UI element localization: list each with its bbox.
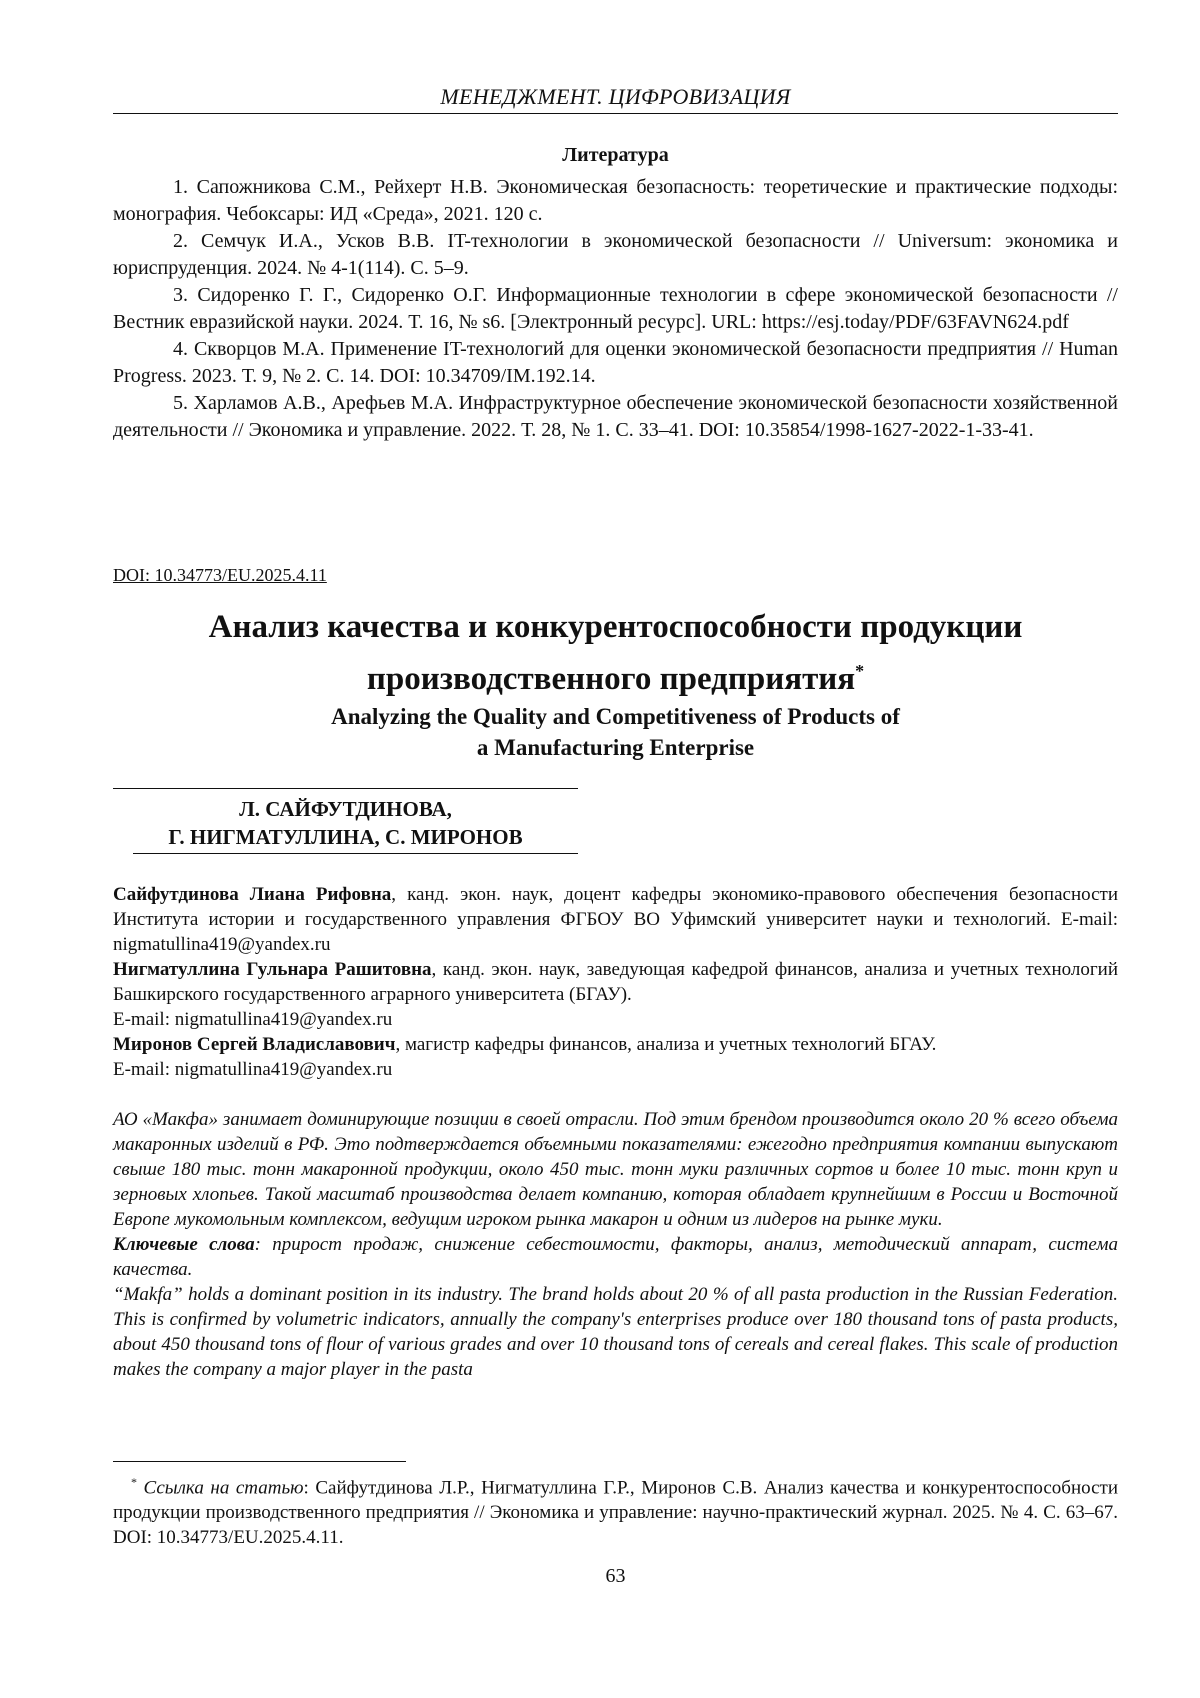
title-ru-line-2 bbox=[113, 649, 1118, 701]
authors-line-2: Г. НИГМАТУЛЛИНА, С. МИРОНОВ bbox=[113, 823, 578, 851]
footnote bbox=[113, 1470, 1118, 1550]
footnote-label: Ссылка на статью bbox=[144, 1477, 304, 1498]
affiliation-3 bbox=[113, 1032, 1118, 1057]
author-email: E-mail: nigmatullina419@yandex.ru bbox=[113, 1007, 1118, 1032]
author-details: , магистр кафедры финансов, анализа и учетных технологий БГАУ. bbox=[395, 1034, 936, 1055]
authors-block bbox=[113, 788, 578, 854]
affiliation-2 bbox=[113, 957, 1118, 1007]
article-title-en bbox=[113, 701, 1118, 763]
page bbox=[0, 0, 1200, 1698]
page-number: 63 bbox=[113, 1565, 1118, 1588]
article-title-ru bbox=[113, 605, 1118, 701]
author-name: Сайфутдинова Лиана Рифовна bbox=[113, 884, 391, 905]
abstract bbox=[113, 1107, 1118, 1382]
running-header: МЕНЕДЖМЕНТ. ЦИФРОВИЗАЦИЯ bbox=[113, 84, 1118, 114]
doi-link[interactable]: DOI: 10.34773/EU.2025.4.11 bbox=[113, 565, 327, 586]
footnote-divider bbox=[113, 1461, 406, 1462]
footnote-mark: * bbox=[131, 1475, 137, 1489]
reference-item: 4. Скворцов М.А. Применение IT-технологий для оценки экономической безопасности предприятия // Human Progress. 2023. Т. 9, № 2. С. 14. DOI: 10.34709/IM.192.14. bbox=[113, 336, 1118, 390]
keywords-list: : прирост продаж, снижение себестоимости, факторы, анализ, методический аппарат, система качества. bbox=[113, 1234, 1118, 1280]
affiliations bbox=[113, 882, 1118, 1082]
footnote-marker: * bbox=[855, 661, 864, 681]
references-section bbox=[113, 142, 1118, 444]
abstract-en: “Makfa” holds a dominant position in its industry. The brand holds about 20 % of all pasta production in the Russian Federation. This is confirmed by volumetric indicators, annually the company's enterprises produce over 180 thousand tons of pasta products, about 450 thousand tons of flour of various grades and over 10 thousand tons of cereals and cereal flakes. This scale of production makes the company a major player in the pasta bbox=[113, 1282, 1118, 1382]
author-email: E-mail: nigmatullina419@yandex.ru bbox=[113, 1057, 1118, 1082]
affiliation-1 bbox=[113, 882, 1118, 957]
references-heading: Литература bbox=[113, 142, 1118, 169]
author-name: Нигматуллина Гульнара Рашитовна bbox=[113, 959, 432, 980]
authors-line-1: Л. САЙФУТДИНОВА, bbox=[113, 795, 578, 823]
reference-item: 1. Сапожникова С.М., Рейхерт Н.В. Экономическая безопасность: теоретические и практические подходы: монография. Чебоксары: ИД «Среда», 2021. 120 с. bbox=[113, 174, 1118, 228]
keywords bbox=[113, 1232, 1118, 1282]
reference-item: 5. Харламов А.В., Арефьев М.А. Инфраструктурное обеспечение экономической безопасности хозяйственной деятельности // Экономика и управление. 2022. Т. 28, № 1. С. 33–41. DOI: 10.35854/1998-1627-2022-1-33-41. bbox=[113, 390, 1118, 444]
title-en-line-1: Analyzing the Quality and Competitiveness of Products of bbox=[113, 701, 1118, 732]
abstract-ru: АО «Макфа» занимает доминирующие позиции в своей отрасли. Под этим брендом производится около 20 % всего объема макаронных изделий в РФ. Это подтверждается объемными показателями: ежегодно предприятия компании выпускают свыше 180 тыс. тонн макаронной продукции, около 450 тыс. тонн муки различных сортов и более 10 тыс. тонн круп и зерновых хлопьев. Такой масштаб производства делает компанию, которая обладает крупнейшим в России и Восточной Европе мукомольным комплексом, ведущим игроком рынка макарон и одним из лидеров на рынке муки. bbox=[113, 1107, 1118, 1232]
footnote-text: : Сайфутдинова Л.Р., Нигматуллина Г.Р., Миронов С.В. Анализ качества и конкурентоспособности продукции производственного предприятия // Экономика и управление: научно-практический журнал. 2025. № 4. С. 63–67. DOI: 10.34773/EU.2025.4.11. bbox=[113, 1477, 1118, 1548]
title-ru-line-2-text: производственного предприятия bbox=[367, 661, 855, 697]
title-ru-line-1: Анализ качества и конкурентоспособности продукции bbox=[113, 605, 1118, 649]
keywords-label: Ключевые слова bbox=[113, 1234, 255, 1255]
author-name: Миронов Сергей Владиславович bbox=[113, 1034, 395, 1055]
author-details: , канд. экон. наук, заведующая кафедрой финансов, анализа и учетных технологий Башкирского государственного аграрного университета (БГАУ). bbox=[113, 959, 1118, 1005]
author-details: , канд. экон. наук, доцент кафедры экономико-правового обеспечения безопасности Института истории и государственного управления ФГБОУ ВО Уфимский университет науки и технологий. E-mail: nigmatullina419@yandex.ru bbox=[113, 884, 1118, 955]
reference-item: 3. Сидоренко Г. Г., Сидоренко О.Г. Информационные технологии в сфере экономической безопасности // Вестник евразийской науки. 2024. Т. 16, № s6. [Электронный ресурс]. URL: https://esj.today/PDF/63FAVN624.pdf bbox=[113, 282, 1118, 336]
authors bbox=[113, 789, 578, 853]
authors-divider bbox=[133, 853, 578, 854]
title-en-line-2: a Manufacturing Enterprise bbox=[113, 732, 1118, 763]
reference-item: 2. Семчук И.А., Усков В.В. IT-технологии в экономической безопасности // Universum: экономика и юриспруденция. 2024. № 4-1(114). С. 5–9. bbox=[113, 228, 1118, 282]
